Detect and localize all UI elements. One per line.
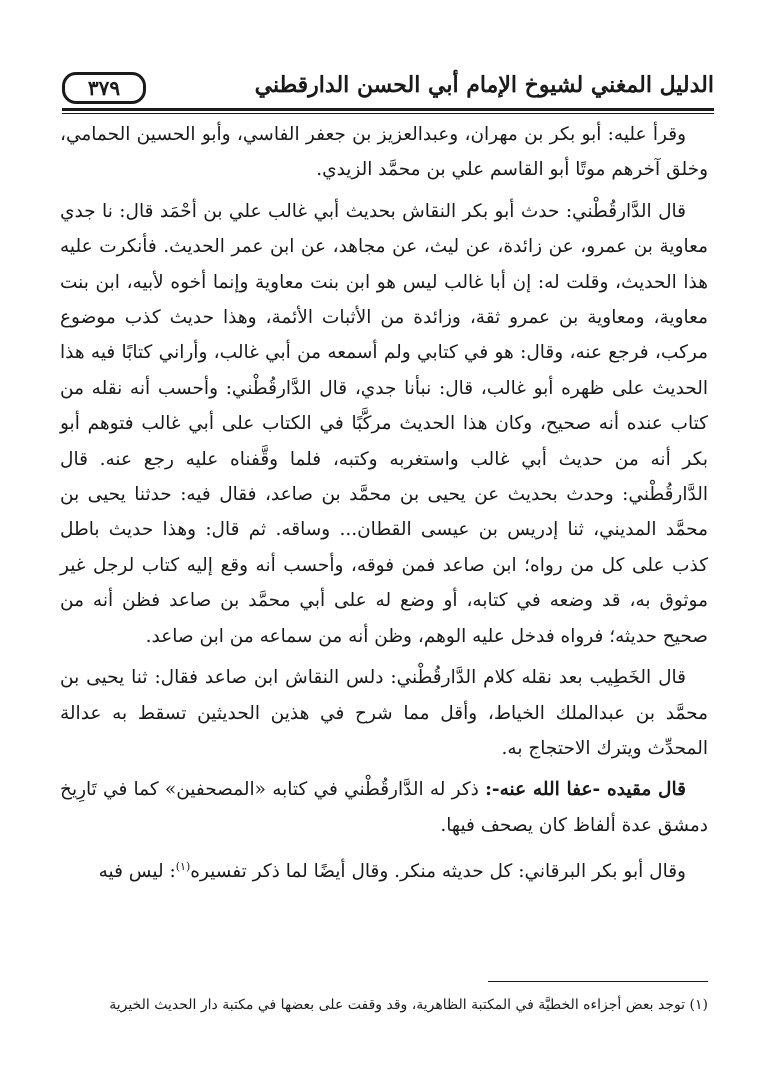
paragraph-khatib	[60, 660, 708, 766]
paragraph-text: وقرأ عليه: أبو بكر بن مهران، وعبدالعزيز بن جعفر الفاسي، وأبو الحسين الحمامي، وخلق آخرهم موتًا أبو القاسم علي بن محمَّد الزيدي.	[60, 124, 708, 181]
page-number: ٣٧٩	[62, 72, 146, 104]
editor-lead: قال مقيده -عفا الله عنه-:	[485, 779, 686, 801]
paragraph-text: ذكر له الدَّارقُطْني في كتابه «المصحفين» كما في تَارِيخ دمشق عدة ألفاظ كان يصحف فيها.	[60, 779, 708, 836]
paragraph-barqani	[60, 849, 708, 890]
footnote: (١) توجد بعض أجزاءه الخطيَّة في المكتبة الظاهرية، وقد وقفت على بعضها في مكتبة دار الحديث الخيرية	[109, 997, 708, 1013]
paragraph-daraqutni-critique	[60, 194, 708, 654]
paragraph-text: وقال أبو بكر البرقاني: كل حديثه منكر. وقال أيضًا لما ذكر تفسيره	[190, 861, 686, 883]
paragraph-text: قال الدَّارقُطْني: حدث أبو بكر النقاش بحديث أبي غالب علي بن أحْمَد قال: نا جدي معاوية بن عمرو، عن زائدة، عن ليث، عن مجاهد، عن ابن عمر الحديث. فأنكرت عليه هذا الحديث، وقلت له: إن أبا غالب ليس هو ابن بنت معاوية وإنما أخوه لأبيه، ابن بنت معاوية، ومعاوية بن عمرو ثقة، وزائدة من الأثبات الأئمة، وهذا حديث كذب موضوع مركب، فرجع عنه، وقال: هو في كتابي ولم أسمعه من أبي غالب، وأراني كتابًا فيه هذا الحديث على ظهره أبو غالب، قال: نبأنا جدي، قال الدَّارقُطْني: وأحسب أنه نقله من كتاب عنده أنه صحيح، وكان هذا الحديث مركَّبًا في الكتاب على أبي غالب فتوهم أبو بكر أنه من حديث أبي غالب واستغربه وكتبه، فلما وقَّفناه عليه رجع عنه. قال الدَّارقُطْني: وحدث بحديث عن يحيى بن محمَّد بن صاعد، فقال فيه: حدثنا يحيى بن محمَّد المديني، ثنا إدريس بن عيسى القطان... وساقه. ثم قال: وهذا حديث باطل كذب على كل من رواه؛ ابن صاعد فمن فوقه، وأحسب أنه وقع إليه كتاب لرجل غير موثوق به، قد وضعه في كتابه، أو وضع له على أبي محمَّد بن صاعد فظن أنه من صحيح حديثه؛ فرواه فدخل عليه الوهم، وظن أنه من سماعه من ابن صاعد.	[60, 200, 708, 647]
paragraph-text: قال الخَطِيب بعد نقله كلام الدَّارقُطْني: دلس النقاش ابن صاعد فقال: ثنا يحيى بن محمَّد بن عبدالملك الخياط، وأقل مما شرح في هذين الحديثين تسقط به عدالة المحدِّث ويترك الاحتجاج به.	[60, 667, 708, 759]
running-header	[62, 70, 714, 104]
footnote-divider	[488, 981, 708, 982]
header-divider	[62, 108, 714, 114]
book-title: الدليل المغني لشيوخ الإمام أبي الحسن الدارقطني	[254, 72, 714, 98]
paragraph-readers	[60, 117, 708, 188]
paragraph-editor-note	[60, 772, 708, 843]
main-text	[60, 117, 708, 890]
footnote-reference[interactable]: (١)	[175, 860, 191, 874]
paragraph-text-continued: : ليس فيه	[98, 861, 176, 883]
